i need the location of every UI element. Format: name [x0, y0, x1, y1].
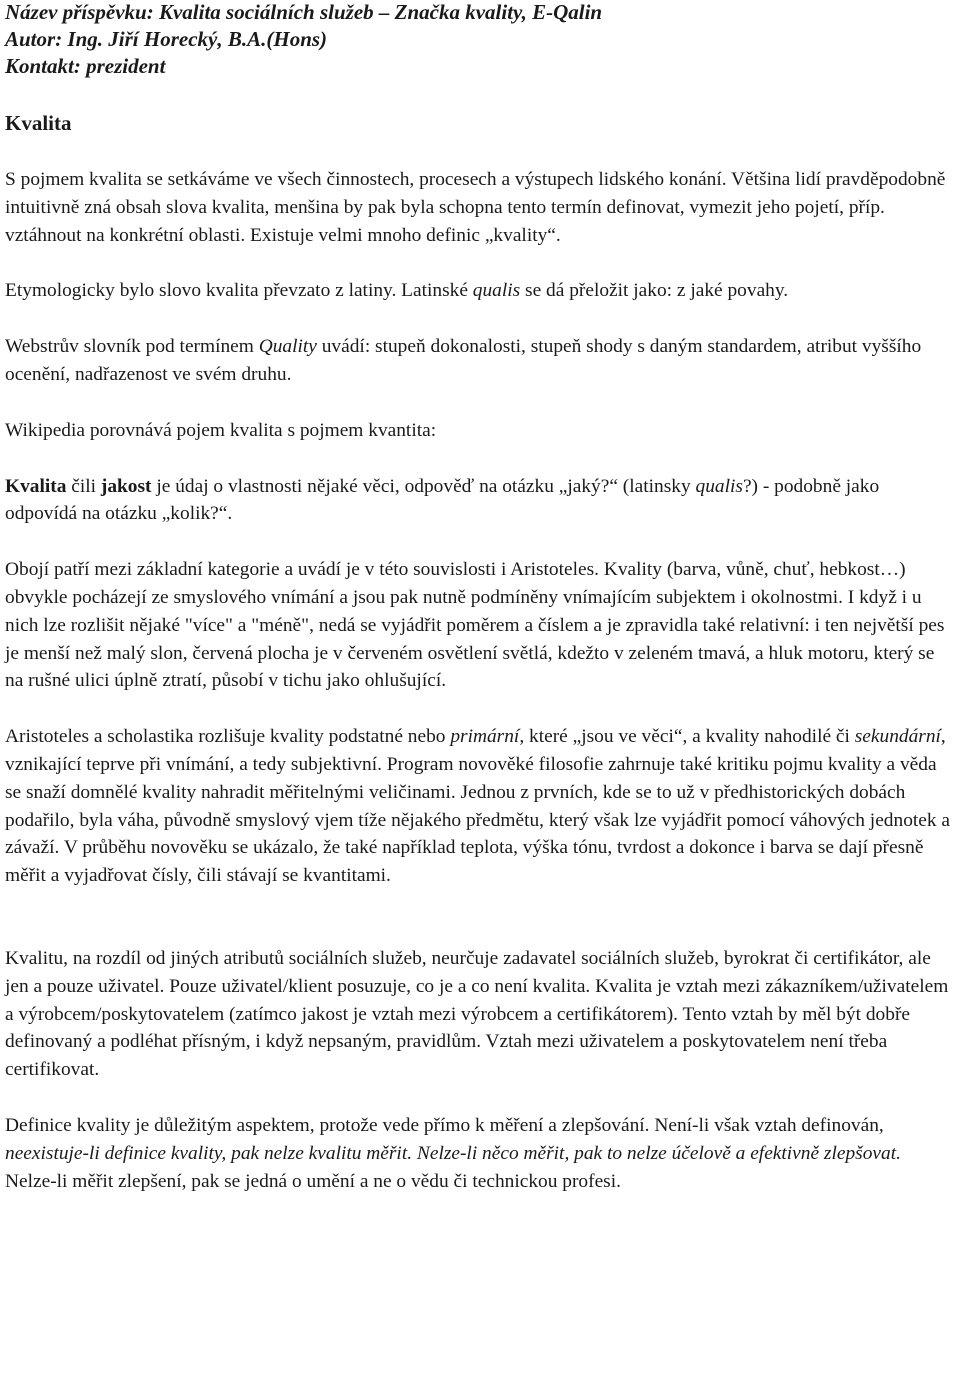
text-run: Webstrův slovník pod termínem — [5, 336, 259, 358]
paragraph-intro: S pojmem kvalita se setkáváme ve všech činnostech, procesech a výstupech lidského konání. Většina lidí pravděpodobně intuitivně zná obsah slova kvalita, menšina by pak byla schopna tento termín definovat, vymezit jeho pojetí, příp. vztáhnout na konkrétní oblasti. Existuje velmi mnoho definic „kvality“. — [5, 169, 946, 246]
paragraph-measurement — [5, 1112, 955, 1195]
paragraph-user-quality: Kvalitu, na rozdíl od jiných atributů sociálních služeb, neurčuje zadavatel sociálních služeb, byrokrat či certifikátor, ale jen a pouze uživatel. Pouze uživatel/klient posuzuje, co je a co není kvalita. Kvalita je vztah mezi zákazníkem/uživatelem a výrobcem/poskytovatelem (zatímco jakost je vztah mezi výrobcem a certifikátorem). Tento vztah by měl být dobře definovaný a podléhat přísným, i když nepsaným, pravidlům. Vztah mezi uživatelem a poskytovatelem není třeba certifikovat. — [5, 947, 949, 1081]
text-run: Definice kvality je důležitým aspektem, protože vede přímo k měření a zlepšování. Není-li však vztah definován, — [5, 1114, 884, 1136]
section-title: Kvalita — [5, 111, 72, 135]
italic-term: primární — [450, 726, 520, 748]
text-run: se dá přeložit jako: z jaké povahy. — [520, 280, 789, 302]
text-run: uvádí: stupeň dokonalosti, stupeň shody s daným standardem, atribut vyššího ocenění, nadřazenost ve svém druhu. — [5, 336, 922, 385]
text-run: je údaj o vlastnosti nějaké věci, odpověď na otázku „jaký?“ (latinsky — [151, 475, 696, 497]
italic-term: qualis — [472, 280, 521, 302]
document-page — [5, 0, 955, 1195]
italic-term: qualis — [695, 475, 743, 497]
contact-line: Kontakt: prezident — [5, 54, 166, 78]
italic-term: Quality — [258, 336, 317, 358]
bold-term: jakost — [100, 475, 152, 497]
text-run: , které „jsou ve věci“, a kvality nahodilé či — [519, 726, 855, 748]
text-run: , vznikající teprve při vnímání, a tedy subjektivní. Program novověké filosofie zahrnuje také kritiku pojmu kvality a věda se snaží domnělé kvality nahradit měřitelnými veličinami. Jednou z prvních, kde se to už v předhistorických dobách podařilo, byla váha, původně smyslový vjem tíže nějakého předmětu, který však lze vyjádřit pomocí váhových jednotek a závaží. V průběhu novověku se ukázalo, že také například teplota, výška tónu, tvrdost a dokonce i barva se dají přesně měřit a vyjadřovat čísly, čili stávají se kvantitami. — [5, 726, 951, 887]
italic-term: sekundární — [854, 726, 941, 748]
text-run: Etymologicky bylo slovo kvalita převzato z latiny. Latinské — [5, 280, 473, 302]
text-run: čili — [66, 475, 101, 497]
text-run: ?) - podobně jako odpovídá na otázku „kolik?“. — [5, 475, 880, 525]
paragraph-etymology — [5, 277, 955, 305]
paragraph-wikipedia: Wikipedia porovnává pojem kvalita s pojmem kvantita: — [5, 419, 437, 441]
author-line: Autor: Ing. Jiří Horecký, B.A.(Hons) — [5, 27, 328, 51]
italic-phrase: neexistuje-li definice kvality, pak nelze kvalitu měřit. Nelze-li něco měřit, pak to nelze účelově a efektivně zlepšovat. — [5, 1142, 901, 1164]
paragraph-definition — [5, 473, 955, 529]
paragraph-scholastics — [5, 723, 955, 890]
bold-term: Kvalita — [5, 475, 67, 497]
text-run: Nelze-li měřit zlepšení, pak se jedná o umění a ne o vědu či technickou profesi. — [5, 1170, 621, 1192]
document-header — [5, 0, 955, 80]
paragraph-webster — [5, 333, 955, 389]
text-run: Aristoteles a scholastika rozlišuje kvality podstatné nebo — [5, 726, 451, 748]
paragraph-aristotle-categories: Obojí patří mezi základní kategorie a uvádí je v této souvislosti i Aristoteles. Kvality (barva, vůně, chuť, hebkost…) obvykle pocházejí ze smyslového vnímání a jsou pak nutně podmíněny vnímajícím subjektem i okolnostmi. I když i u nich lze rozlišit nějaké "více" a "méně", nedá se vyjádřit poměrem a číslem a je zpravidla také relativní: i ten největší pes je menší než malý slon, červená plocha je v červeném osvětlení světlá, kdežto v zeleném tmavá, a hluk motoru, který se na rušné ulici úplně ztratí, působí v tichu jako ohlušující. — [5, 559, 945, 692]
paper-title-line: Název příspěvku: Kvalita sociálních služeb – Značka kvality, E-Qalin — [5, 0, 603, 24]
